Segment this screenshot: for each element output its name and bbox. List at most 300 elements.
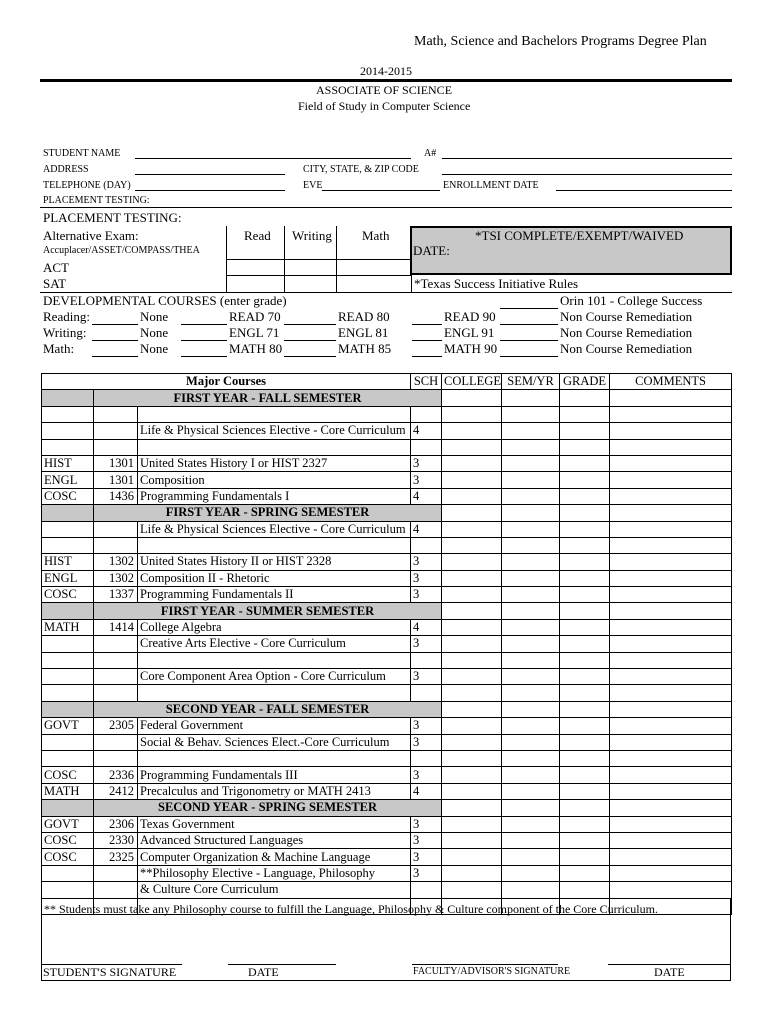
read-80-label: READ 80: [338, 309, 390, 324]
sem-yr-cell[interactable]: [502, 636, 560, 652]
course-number: 1301: [94, 455, 138, 471]
sem-yr-cell[interactable]: [502, 734, 560, 750]
comments-cell[interactable]: [610, 570, 732, 586]
grade-cell[interactable]: [560, 570, 610, 586]
course-sch: 4: [411, 521, 442, 537]
college-cell[interactable]: [442, 472, 502, 488]
college-cell[interactable]: [442, 406, 502, 422]
course-dept: COSC: [42, 587, 94, 603]
semester-title: FIRST YEAR - SPRING SEMESTER: [94, 505, 442, 521]
semester-header-row: [42, 603, 732, 619]
engl-91-label: ENGL 91: [444, 325, 495, 340]
tsi-date-label: DATE:: [413, 243, 450, 258]
math-85-field[interactable]: [284, 356, 336, 357]
student-date-label: DATE: [248, 965, 279, 979]
reading-remediation-label: Non Course Remediation: [560, 309, 693, 324]
sem-yr-cell[interactable]: [502, 472, 560, 488]
read-90-label: READ 90: [444, 309, 496, 324]
comments-cell[interactable]: [610, 849, 732, 865]
course-sch: 3: [411, 455, 442, 471]
comments-cell[interactable]: [610, 472, 732, 488]
college-cell[interactable]: [442, 554, 502, 570]
course-sch: 3: [411, 816, 442, 832]
blank-cell[interactable]: [610, 505, 732, 521]
blank-cell[interactable]: [502, 390, 560, 406]
course-title: Composition: [138, 472, 411, 488]
college-cell[interactable]: [442, 734, 502, 750]
course-row: [42, 406, 732, 422]
comments-cell[interactable]: [610, 734, 732, 750]
course-row: [42, 636, 732, 652]
course-dept: ENGL: [42, 472, 94, 488]
grade-cell[interactable]: [560, 832, 610, 848]
grade-cell[interactable]: [560, 488, 610, 504]
course-title: Life & Physical Sciences Elective - Core Curriculum: [138, 423, 411, 439]
course-sch: 3: [411, 734, 442, 750]
college-cell[interactable]: [442, 455, 502, 471]
course-dept: COSC: [42, 849, 94, 865]
semester-title: SECOND YEAR - SPRING SEMESTER: [94, 800, 442, 816]
course-row: [42, 619, 732, 635]
course-number: [94, 521, 138, 537]
grade-cell[interactable]: [560, 439, 610, 455]
read-70-field[interactable]: [181, 324, 227, 325]
sch-header: SCH: [411, 374, 442, 390]
course-dept: COSC: [42, 767, 94, 783]
grade-cell[interactable]: [560, 537, 610, 553]
document-title: Math, Science and Bachelors Programs Degree Plan: [414, 34, 707, 49]
comments-cell[interactable]: [610, 750, 732, 766]
grade-cell[interactable]: [560, 652, 610, 668]
course-number: 2325: [94, 849, 138, 865]
sem-yr-cell[interactable]: [502, 669, 560, 685]
college-cell[interactable]: [442, 570, 502, 586]
eve-field[interactable]: [322, 190, 440, 191]
accuplacer-score-fields[interactable]: [226, 246, 412, 247]
reading-label: Reading:: [43, 309, 90, 324]
college-cell[interactable]: [442, 423, 502, 439]
course-title: Social & Behav. Sciences Elect.-Core Curriculum: [138, 734, 411, 750]
college-cell[interactable]: [442, 685, 502, 701]
comments-cell[interactable]: [610, 636, 732, 652]
address-field[interactable]: [135, 174, 285, 175]
course-row: [42, 816, 732, 832]
course-row: [42, 718, 732, 734]
course-sch: 3: [411, 636, 442, 652]
blank-cell[interactable]: [442, 505, 502, 521]
course-dept: [42, 865, 94, 881]
course-title: [138, 439, 411, 455]
course-sch: [411, 750, 442, 766]
grade-cell[interactable]: [560, 865, 610, 881]
read-column-label: Read: [244, 228, 271, 243]
tsi-title: *TSI COMPLETE/EXEMPT/WAIVED: [475, 228, 684, 243]
engl-71-field[interactable]: [181, 340, 227, 341]
course-dept: HIST: [42, 554, 94, 570]
college-cell[interactable]: [442, 587, 502, 603]
sem-yr-cell[interactable]: [502, 718, 560, 734]
engl-81-label: ENGL 81: [338, 325, 389, 340]
college-cell[interactable]: [442, 750, 502, 766]
course-sch: [411, 882, 442, 898]
math-90-label: MATH 90: [444, 341, 498, 356]
sem-yr-cell[interactable]: [502, 619, 560, 635]
city-state-zip-field[interactable]: [442, 174, 732, 175]
sem-yr-cell[interactable]: [502, 783, 560, 799]
college-cell[interactable]: [442, 488, 502, 504]
grade-cell[interactable]: [560, 718, 610, 734]
comments-cell[interactable]: [610, 554, 732, 570]
eve-label: EVE: [303, 180, 323, 191]
math-label: Math:: [43, 341, 75, 356]
course-number: 2336: [94, 767, 138, 783]
sem-yr-cell[interactable]: [502, 570, 560, 586]
sem-yr-cell[interactable]: [502, 537, 560, 553]
sem-yr-cell[interactable]: [502, 439, 560, 455]
writing-none-field[interactable]: [92, 340, 138, 341]
course-dept: [42, 521, 94, 537]
math-remediation-label: Non Course Remediation: [560, 341, 693, 356]
comments-cell[interactable]: [610, 685, 732, 701]
course-row: [42, 849, 732, 865]
math-90-field[interactable]: [412, 356, 442, 357]
course-dept: GOVT: [42, 816, 94, 832]
advisor-signature-line[interactable]: [412, 964, 558, 965]
course-sch: 3: [411, 554, 442, 570]
course-title: Texas Government: [138, 816, 411, 832]
comments-cell[interactable]: [610, 423, 732, 439]
course-sch: [411, 406, 442, 422]
semester-spacer: [42, 390, 94, 406]
course-dept: MATH: [42, 783, 94, 799]
course-number: [94, 537, 138, 553]
sem-yr-header: SEM/YR: [502, 374, 560, 390]
student-name-field[interactable]: [135, 158, 411, 159]
sem-yr-cell[interactable]: [502, 750, 560, 766]
course-number: [94, 423, 138, 439]
math-none-field[interactable]: [92, 356, 138, 357]
comments-cell[interactable]: [610, 767, 732, 783]
blank-cell[interactable]: [502, 701, 560, 717]
comments-cell[interactable]: [610, 816, 732, 832]
college-cell[interactable]: [442, 439, 502, 455]
comments-cell[interactable]: [610, 521, 732, 537]
math-80-field[interactable]: [181, 356, 227, 357]
comments-cell[interactable]: [610, 882, 732, 898]
header-rule: [40, 79, 732, 82]
course-row: [42, 882, 732, 898]
reading-none-field[interactable]: [92, 324, 138, 325]
writing-remediation-field[interactable]: [500, 340, 558, 341]
course-row: [42, 455, 732, 471]
engl-91-field[interactable]: [412, 340, 442, 341]
developmental-title: DEVELOPMENTAL COURSES (enter grade): [43, 293, 287, 308]
grade-cell[interactable]: [560, 816, 610, 832]
major-courses-header: Major Courses: [42, 374, 411, 390]
comments-cell[interactable]: [610, 587, 732, 603]
blank-cell[interactable]: [560, 603, 610, 619]
course-row: [42, 767, 732, 783]
college-cell[interactable]: [442, 718, 502, 734]
grade-cell[interactable]: [560, 783, 610, 799]
table-header-row: [42, 374, 732, 390]
grade-cell[interactable]: [560, 636, 610, 652]
college-header: COLLEGE: [442, 374, 502, 390]
course-number: 2330: [94, 832, 138, 848]
course-sch: 3: [411, 587, 442, 603]
college-cell[interactable]: [442, 882, 502, 898]
course-title: Programming Fundamentals II: [138, 587, 411, 603]
course-number: 1301: [94, 472, 138, 488]
course-title: College Algebra: [138, 619, 411, 635]
writing-label: Writing:: [43, 325, 87, 340]
course-title: Federal Government: [138, 718, 411, 734]
comments-cell[interactable]: [610, 718, 732, 734]
grade-cell[interactable]: [560, 406, 610, 422]
comments-cell[interactable]: [610, 832, 732, 848]
placement-rule: [40, 207, 732, 208]
course-number: [94, 406, 138, 422]
placement-testing-small-label: PLACEMENT TESTING:: [43, 195, 150, 206]
course-sch: 3: [411, 669, 442, 685]
math-remediation-field[interactable]: [500, 356, 558, 357]
blank-cell[interactable]: [610, 800, 732, 816]
course-dept: MATH: [42, 619, 94, 635]
college-cell[interactable]: [442, 619, 502, 635]
course-sch: 4: [411, 619, 442, 635]
blank-cell[interactable]: [502, 505, 560, 521]
semester-title: FIRST YEAR - SUMMER SEMESTER: [94, 603, 442, 619]
academic-year: 2014-2015: [360, 64, 412, 78]
comments-cell[interactable]: [610, 865, 732, 881]
course-sch: 3: [411, 767, 442, 783]
blank-cell[interactable]: [442, 701, 502, 717]
course-number: [94, 636, 138, 652]
course-dept: ENGL: [42, 570, 94, 586]
grade-cell[interactable]: [560, 455, 610, 471]
writing-none-label: None: [140, 325, 169, 340]
sem-yr-cell[interactable]: [502, 455, 560, 471]
grade-cell[interactable]: [560, 734, 610, 750]
grade-cell[interactable]: [560, 472, 610, 488]
course-number: 1302: [94, 554, 138, 570]
blank-cell[interactable]: [442, 603, 502, 619]
course-dept: GOVT: [42, 718, 94, 734]
grade-cell[interactable]: [560, 554, 610, 570]
reading-remediation-field[interactable]: [500, 324, 558, 325]
course-number: 2412: [94, 783, 138, 799]
grade-cell[interactable]: [560, 750, 610, 766]
sem-yr-cell[interactable]: [502, 685, 560, 701]
course-dept: [42, 734, 94, 750]
sem-yr-cell[interactable]: [502, 652, 560, 668]
course-dept: [42, 652, 94, 668]
student-name-label: STUDENT NAME: [43, 148, 121, 159]
sat-label: SAT: [43, 276, 67, 291]
comments-cell[interactable]: [610, 439, 732, 455]
college-cell[interactable]: [442, 767, 502, 783]
college-cell[interactable]: [442, 849, 502, 865]
grade-cell[interactable]: [560, 587, 610, 603]
course-number: [94, 669, 138, 685]
math-80-label: MATH 80: [229, 341, 283, 356]
course-sch: 4: [411, 423, 442, 439]
grade-cell[interactable]: [560, 521, 610, 537]
course-row: [42, 685, 732, 701]
sem-yr-cell[interactable]: [502, 423, 560, 439]
sem-yr-cell[interactable]: [502, 865, 560, 881]
comments-cell[interactable]: [610, 406, 732, 422]
semester-spacer: [42, 505, 94, 521]
course-dept: [42, 669, 94, 685]
course-title: Life & Physical Sciences Elective - Core Curriculum: [138, 521, 411, 537]
sem-yr-cell[interactable]: [502, 849, 560, 865]
course-number: [94, 685, 138, 701]
grade-cell[interactable]: [560, 685, 610, 701]
read-90-field[interactable]: [412, 324, 442, 325]
college-cell[interactable]: [442, 537, 502, 553]
sem-yr-cell[interactable]: [502, 767, 560, 783]
grade-cell[interactable]: [560, 767, 610, 783]
writing-column-label: Writing: [292, 228, 332, 243]
grade-header: GRADE: [560, 374, 610, 390]
course-dept: [42, 882, 94, 898]
blank-cell[interactable]: [610, 701, 732, 717]
college-cell[interactable]: [442, 521, 502, 537]
student-signature-label: STUDENT'S SIGNATURE: [43, 965, 177, 979]
a-number-field[interactable]: [442, 158, 732, 159]
blank-cell[interactable]: [442, 390, 502, 406]
grade-cell[interactable]: [560, 669, 610, 685]
blank-cell[interactable]: [560, 701, 610, 717]
course-number: [94, 652, 138, 668]
course-sch: [411, 439, 442, 455]
sem-yr-cell[interactable]: [502, 554, 560, 570]
course-row: [42, 554, 732, 570]
engl-81-field[interactable]: [284, 340, 336, 341]
course-dept: COSC: [42, 832, 94, 848]
blank-cell[interactable]: [560, 390, 610, 406]
blank-cell[interactable]: [502, 800, 560, 816]
course-number: 2305: [94, 718, 138, 734]
comments-cell[interactable]: [610, 783, 732, 799]
blank-cell[interactable]: [502, 603, 560, 619]
college-cell[interactable]: [442, 652, 502, 668]
comments-cell[interactable]: [610, 488, 732, 504]
telephone-field[interactable]: [135, 190, 285, 191]
course-row: [42, 734, 732, 750]
enrollment-date-field[interactable]: [556, 190, 732, 191]
course-dept: [42, 423, 94, 439]
semester-spacer: [42, 800, 94, 816]
blank-cell[interactable]: [610, 603, 732, 619]
comments-cell[interactable]: [610, 669, 732, 685]
course-sch: 4: [411, 488, 442, 504]
course-sch: 3: [411, 472, 442, 488]
city-state-zip-label: CITY, STATE, & ZIP CODE: [303, 164, 419, 175]
orin-grade-field[interactable]: [500, 308, 558, 309]
college-cell[interactable]: [442, 816, 502, 832]
course-title: & Culture Core Curriculum: [138, 882, 411, 898]
course-title: [138, 685, 411, 701]
semester-title: SECOND YEAR - FALL SEMESTER: [94, 701, 442, 717]
read-80-field[interactable]: [284, 324, 336, 325]
reading-none-label: None: [140, 309, 169, 324]
blank-cell[interactable]: [442, 800, 502, 816]
course-title: Core Component Area Option - Core Curriculum: [138, 669, 411, 685]
course-sch: 3: [411, 570, 442, 586]
grade-cell[interactable]: [560, 882, 610, 898]
comments-header: COMMENTS: [610, 374, 732, 390]
math-none-label: None: [140, 341, 169, 356]
blank-cell[interactable]: [560, 800, 610, 816]
college-cell[interactable]: [442, 636, 502, 652]
grade-cell[interactable]: [560, 849, 610, 865]
college-cell[interactable]: [442, 865, 502, 881]
course-title: **Philosophy Elective - Language, Philosophy: [138, 865, 411, 881]
grade-cell[interactable]: [560, 619, 610, 635]
comments-cell[interactable]: [610, 619, 732, 635]
blank-cell[interactable]: [610, 390, 732, 406]
sem-yr-cell[interactable]: [502, 587, 560, 603]
course-row: [42, 783, 732, 799]
sem-yr-cell[interactable]: [502, 488, 560, 504]
advisor-date-label: DATE: [654, 965, 685, 979]
course-number: [94, 750, 138, 766]
course-number: 1436: [94, 488, 138, 504]
sem-yr-cell[interactable]: [502, 406, 560, 422]
course-row: [42, 488, 732, 504]
course-title: [138, 537, 411, 553]
comments-cell[interactable]: [610, 652, 732, 668]
accuplacer-label: Accuplacer/ASSET/COMPASS/THEA: [43, 245, 200, 256]
college-cell[interactable]: [442, 832, 502, 848]
grade-cell[interactable]: [560, 423, 610, 439]
semester-spacer: [42, 603, 94, 619]
course-number: [94, 439, 138, 455]
course-row: [42, 587, 732, 603]
college-cell[interactable]: [442, 783, 502, 799]
course-title: Advanced Structured Languages: [138, 832, 411, 848]
sem-yr-cell[interactable]: [502, 816, 560, 832]
blank-cell[interactable]: [560, 505, 610, 521]
course-sch: [411, 537, 442, 553]
course-number: 2306: [94, 816, 138, 832]
course-sch: [411, 652, 442, 668]
course-row: [42, 669, 732, 685]
tsi-note: *Texas Success Initiative Rules: [414, 276, 579, 291]
college-cell[interactable]: [442, 669, 502, 685]
course-sch: 3: [411, 832, 442, 848]
course-body: [42, 390, 732, 915]
semester-header-row: [42, 701, 732, 717]
course-row: [42, 439, 732, 455]
student-date-line[interactable]: [228, 964, 336, 965]
comments-cell[interactable]: [610, 455, 732, 471]
orin-course: Orin 101 - College Success: [560, 293, 703, 308]
course-row: [42, 472, 732, 488]
sem-yr-cell[interactable]: [502, 832, 560, 848]
a-number-label: A#: [424, 148, 437, 159]
course-number: 1337: [94, 587, 138, 603]
course-title: [138, 750, 411, 766]
course-dept: [42, 685, 94, 701]
course-title: United States History II or HIST 2328: [138, 554, 411, 570]
sem-yr-cell[interactable]: [502, 521, 560, 537]
sem-yr-cell[interactable]: [502, 882, 560, 898]
comments-cell[interactable]: [610, 537, 732, 553]
act-label: ACT: [43, 260, 69, 275]
